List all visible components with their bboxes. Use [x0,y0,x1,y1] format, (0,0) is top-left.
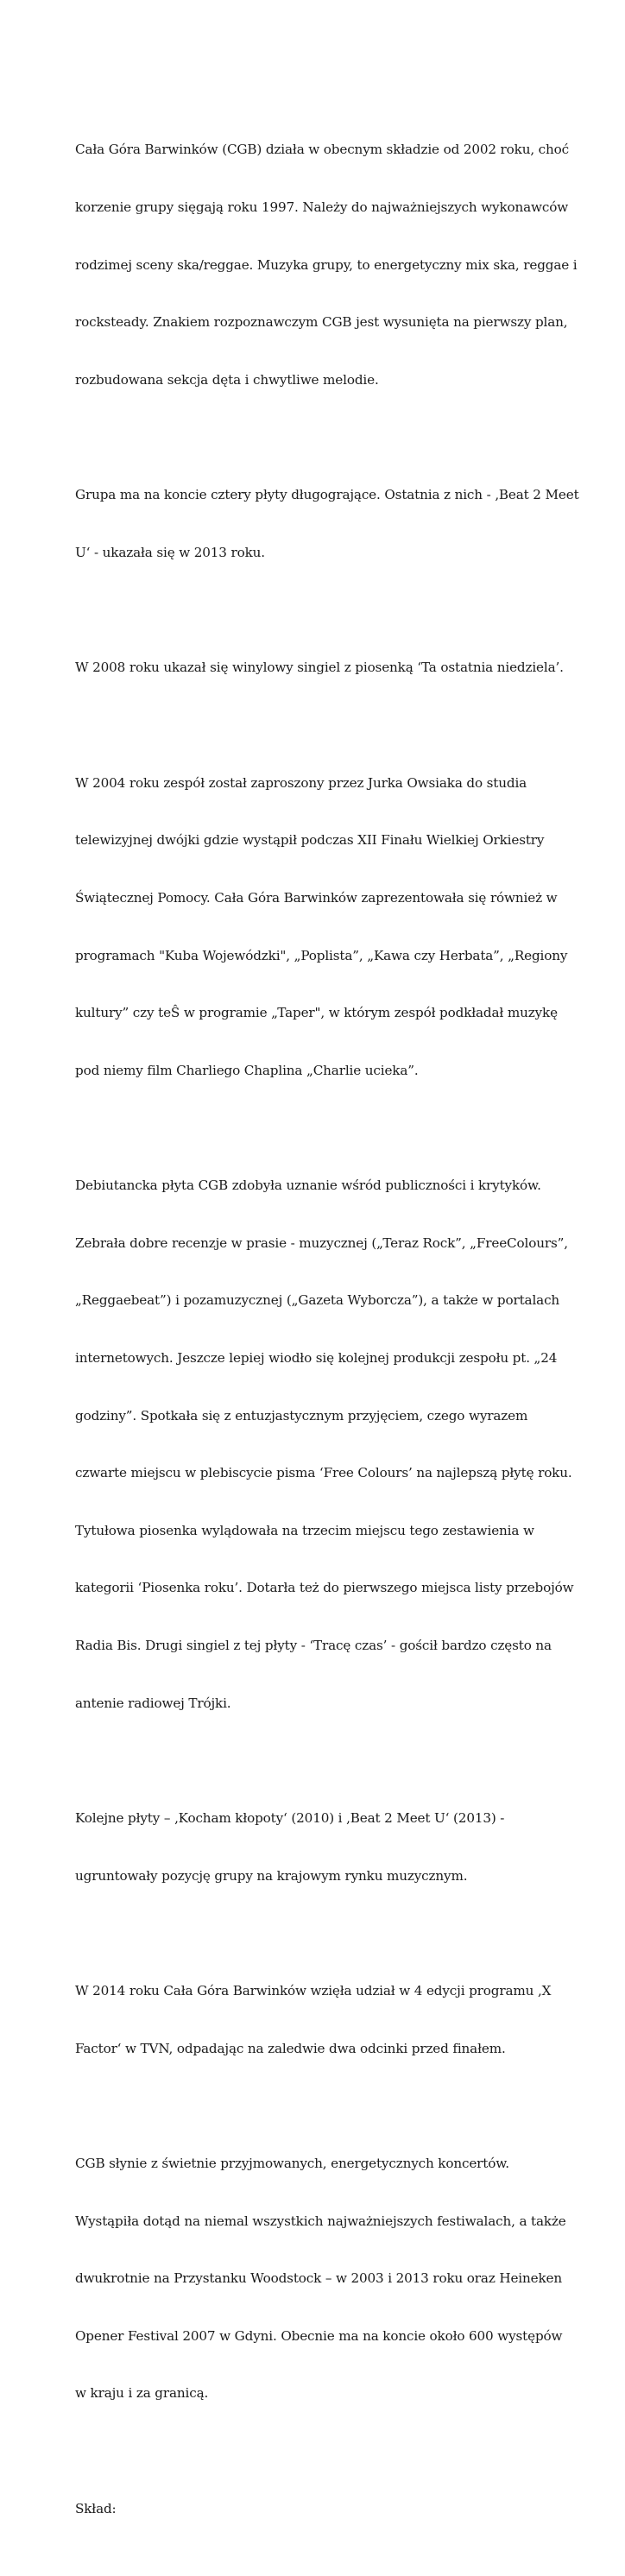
paragraph-vinyl-single [75,620,564,716]
paragraph-concerts [75,2116,566,2441]
text-line: Radia Bis. Drugi singiel z tej płyty - ‘Tracę czas’ - gościł bardzo często na [75,1638,552,1653]
text-line: Skład: [75,2500,117,2516]
paragraph-x-factor [75,1943,559,2097]
paragraph-tv-appearances [75,735,568,1118]
text-line: rodzimej sceny ska/reggae. Muzyka grupy, to energetyczny mix ska, reggae i [75,256,578,273]
text-line: Factor‘ w TVN, odpadając na zaledwie dwa odcinki przed finałem. [75,2040,506,2056]
text-line: W 2004 roku zespół został zaproszony przez Jurka Owsiaka do studia [75,774,527,791]
text-line: dwukrotnie na Przystanku Woodstock – w 2003 i 2013 roku oraz Heineken [75,2270,562,2287]
text-line: internetowych. Jeszcze lepiej wiodło się kolejnej produkcji zespołu pt. „24 [75,1349,558,1366]
paragraph-lineup-heading [75,2460,559,2556]
text-line: czwarte miejscu w plebiscycie pisma ‘Free Colours’ na najlepszą płytę roku. [75,1465,572,1481]
text-line: telewizyjnej dwójki gdzie wystąpił podczas XII Finału Wielkiej Orkiestry [75,832,545,849]
text-line: korzenie grupy sięgają roku 1997. Należy do najważniejszych wykonawców [75,199,569,216]
text-line: godziny”. Spotkała się z entuzjastycznym przyjęciem, czego wyrazem [75,1407,528,1424]
text-line: Debiutancka płyta CGB zdobyła uznanie wśród publiczności i krytyków. [75,1178,541,1194]
text-line: rocksteady. Znakiem rozpoznawczym CGB jest wysunięta na pierwszy plan, [75,314,568,331]
text-line: „Reggaebeat”) i pozamuzycznej („Gazeta Wyborcza”), a także w portalach [75,1292,560,1309]
text-line: Kolejne płyty – ‚Kocham kłopoty‘ (2010) i ‚Beat 2 Meet U‘ (2013) - [75,1810,505,1827]
text-line: programach "Kuba Wojewódzki", „Poplista”, „Kawa czy Herbata”, „Regiony [75,947,568,963]
paragraph-next-albums [75,1771,559,1924]
paragraph-debut-album [75,1138,574,1752]
text-line: Świątecznej Pomocy. Cała Góra Barwinków zaprezentowała się również w [75,889,558,906]
text-line: CGB słynie z świetnie przyjmowanych, energetycznych koncertów. [75,2156,509,2172]
text-line: antenie radiowej Trójki. [75,1695,231,1711]
text-line: W 2014 roku Cała Góra Barwinków wzięła udział w 4 edycji programu ‚X [75,1983,552,1999]
paragraph-albums [75,447,579,601]
paragraph-history [75,102,578,427]
text-line: w kraju i za granicą. [75,2385,209,2402]
text-line: Cała Góra Barwinków (CGB) działa w obecnym składzie od 2002 roku, choć [75,142,570,158]
text-line: kultury” czy teŜ w programie „Taper", w którym zespół podkładał muzykę [75,1005,558,1021]
text-line: Opener Festival 2007 w Gdyni. Obecnie ma na koncie około 600 występów [75,2327,563,2344]
text-line: ugruntowały pozycję grupy na krajowym rynku muzycznym. [75,1867,468,1884]
text-line: kategorii ‘Piosenka roku’. Dotarła też do pierwszego miejsca listy przebojów [75,1580,574,1596]
text-line: Zebrała dobre recenzje w prasie - muzycznej („Teraz Rock”, „FreeColours”, [75,1234,568,1251]
text-line: Grupa ma na koncie cztery płyty długogrające. Ostatnia z nich - ‚Beat 2 Meet [75,487,579,503]
text-line: U‘ - ukazała się w 2013 roku. [75,544,265,560]
text-line: Tytułowa piosenka wylądowała na trzecim miejscu tego zestawienia w [75,1522,534,1538]
text-line: Wystąpiła dotąd na niemal wszystkich najważniejszych festiwalach, a także [75,2213,566,2229]
text-line: rozbudowana sekcja dęta i chwytliwe melodie. [75,371,379,388]
text-line: W 2008 roku ukazał się winylowy singiel z piosenką ‘Ta ostatnia niedziela’. [75,660,564,676]
text-line: pod niemy film Charliego Chaplina „Charlie ucieka”. [75,1062,419,1078]
document-page [75,102,579,2576]
